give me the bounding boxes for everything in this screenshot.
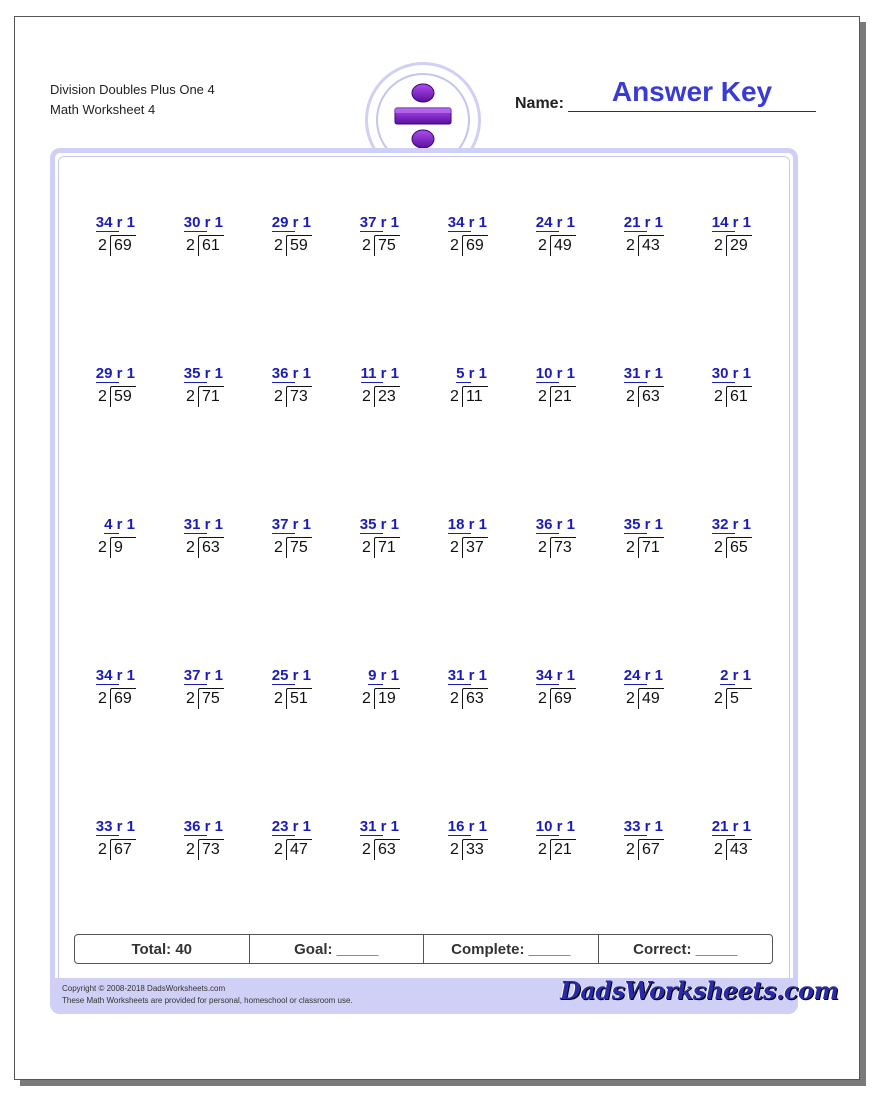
division-problem [95, 365, 170, 411]
answer-key-text: Answer Key [611, 76, 773, 107]
dividend: 75 [378, 237, 396, 254]
quotient-answer: 36 r 1 [271, 365, 311, 382]
quotient-answer: 34 r 1 [447, 214, 487, 231]
quotient-answer: 25 r 1 [271, 667, 311, 684]
divisor: 2 [98, 841, 107, 858]
division-problem [447, 516, 522, 562]
dividend: 63 [202, 539, 220, 556]
quotient-answer: 37 r 1 [183, 667, 223, 684]
quotient-answer: 24 r 1 [535, 214, 575, 231]
division-problem [535, 818, 610, 864]
divisor: 2 [450, 539, 459, 556]
quotient-underline [184, 382, 207, 383]
divisor: 2 [186, 690, 195, 707]
quotient-underline [104, 533, 119, 534]
division-problem [711, 214, 786, 260]
quotient-underline [184, 835, 207, 836]
division-problem [714, 667, 786, 713]
quotient-answer: 30 r 1 [183, 214, 223, 231]
division-problem [183, 818, 258, 864]
divisor: 2 [538, 237, 547, 254]
quotient-underline [96, 684, 119, 685]
division-problem [271, 667, 346, 713]
dividend: 59 [290, 237, 308, 254]
dividend: 37 [466, 539, 484, 556]
division-problem [271, 214, 346, 260]
dividend: 59 [114, 388, 132, 405]
quotient-underline [712, 382, 735, 383]
quotient-answer: 37 r 1 [359, 214, 399, 231]
divisor: 2 [714, 539, 723, 556]
divisor: 2 [362, 690, 371, 707]
division-problem [535, 667, 610, 713]
divisor: 2 [450, 388, 459, 405]
quotient-underline [536, 231, 559, 232]
quotient-underline [360, 231, 383, 232]
dividend: 47 [290, 841, 308, 858]
division-problem [271, 365, 346, 411]
quotient-underline [624, 382, 647, 383]
quotient-underline [184, 231, 207, 232]
quotient-underline [96, 382, 119, 383]
copyright-text: Copyright © 2008-2018 DadsWorksheets.com [62, 984, 226, 993]
quotient-answer: 23 r 1 [271, 818, 311, 835]
problem-frame [50, 148, 798, 1014]
dividend: 5 [730, 690, 739, 707]
divisor: 2 [450, 690, 459, 707]
divisor: 2 [626, 237, 635, 254]
quotient-underline [272, 231, 295, 232]
quotient-answer: 31 r 1 [359, 818, 399, 835]
quotient-answer: 30 r 1 [711, 365, 751, 382]
quotient-underline [456, 382, 471, 383]
division-problem [623, 365, 698, 411]
divisor: 2 [714, 388, 723, 405]
score-complete: Complete: _____ [424, 935, 599, 963]
division-problem [359, 516, 434, 562]
division-problem [447, 667, 522, 713]
division-problem [450, 365, 522, 411]
division-problem [359, 214, 434, 260]
dividend: 63 [466, 690, 484, 707]
quotient-answer: 2 r 1 [720, 667, 751, 684]
dividend: 21 [554, 841, 572, 858]
divisor: 2 [362, 841, 371, 858]
divisor: 2 [626, 841, 635, 858]
divisor: 2 [362, 539, 371, 556]
divisor: 2 [186, 237, 195, 254]
division-problem [95, 667, 170, 713]
quotient-underline [448, 835, 471, 836]
quotient-underline [368, 684, 383, 685]
quotient-underline [536, 533, 559, 534]
divisor: 2 [626, 388, 635, 405]
quotient-answer: 36 r 1 [183, 818, 223, 835]
divisor: 2 [274, 539, 283, 556]
quotient-underline [272, 533, 295, 534]
quotient-answer: 35 r 1 [623, 516, 663, 533]
divisor: 2 [362, 388, 371, 405]
quotient-underline [272, 835, 295, 836]
divisor: 2 [714, 841, 723, 858]
divisor: 2 [98, 539, 107, 556]
divisor: 2 [538, 690, 547, 707]
quotient-answer: 29 r 1 [271, 214, 311, 231]
quotient-underline [624, 533, 647, 534]
copyright-notice [62, 983, 353, 1007]
dividend: 61 [730, 388, 748, 405]
dividend: 49 [554, 237, 572, 254]
worksheet-subtitle: Math Worksheet 4 [50, 102, 156, 117]
dividend: 61 [202, 237, 220, 254]
quotient-answer: 31 r 1 [623, 365, 663, 382]
dividend: 73 [290, 388, 308, 405]
quotient-underline [712, 835, 735, 836]
dividend: 43 [730, 841, 748, 858]
dividend: 71 [202, 388, 220, 405]
divisor: 2 [538, 539, 547, 556]
divisor: 2 [98, 690, 107, 707]
divisor: 2 [186, 539, 195, 556]
divisor: 2 [186, 841, 195, 858]
quotient-underline [184, 533, 207, 534]
division-problem [535, 516, 610, 562]
divisor: 2 [274, 841, 283, 858]
dividend: 75 [202, 690, 220, 707]
divisor: 2 [714, 237, 723, 254]
division-problem [183, 516, 258, 562]
quotient-answer: 37 r 1 [271, 516, 311, 533]
division-problem [711, 365, 786, 411]
division-problem [362, 667, 434, 713]
dividend: 51 [290, 690, 308, 707]
quotient-answer: 35 r 1 [359, 516, 399, 533]
quotient-answer: 9 r 1 [368, 667, 399, 684]
division-problem [447, 214, 522, 260]
quotient-answer: 21 r 1 [623, 214, 663, 231]
quotient-underline [720, 684, 735, 685]
quotient-underline [712, 231, 735, 232]
division-problem [623, 818, 698, 864]
dividend: 9 [114, 539, 123, 556]
score-goal: Goal: _____ [250, 935, 425, 963]
dividend: 69 [114, 237, 132, 254]
quotient-answer: 34 r 1 [535, 667, 575, 684]
usage-notice: These Math Worksheets are provided for personal, homeschool or classroom use. [62, 996, 353, 1005]
quotient-answer: 31 r 1 [447, 667, 487, 684]
dividend: 69 [466, 237, 484, 254]
dividend: 73 [202, 841, 220, 858]
dividend: 43 [642, 237, 660, 254]
quotient-underline [624, 684, 647, 685]
brand-logo: DadsWorksheets.com [560, 976, 839, 1005]
division-problem [535, 214, 610, 260]
quotient-answer: 21 r 1 [711, 818, 751, 835]
dividend: 71 [378, 539, 396, 556]
division-problem [183, 214, 258, 260]
quotient-answer: 33 r 1 [623, 818, 663, 835]
divisor: 2 [274, 237, 283, 254]
name-line [568, 111, 816, 112]
quotient-answer: 32 r 1 [711, 516, 751, 533]
division-problem [623, 516, 698, 562]
quotient-underline [96, 835, 119, 836]
division-problem [98, 516, 170, 562]
name-label: Name: [515, 95, 564, 112]
dividend: 11 [466, 388, 483, 405]
quotient-answer: 10 r 1 [535, 818, 575, 835]
division-problem [711, 818, 786, 864]
divisor: 2 [450, 841, 459, 858]
quotient-answer: 29 r 1 [95, 365, 135, 382]
quotient-underline [272, 684, 295, 685]
division-problem [183, 667, 258, 713]
score-total: Total: 40 [75, 935, 250, 963]
quotient-answer: 33 r 1 [95, 818, 135, 835]
quotient-underline [712, 533, 735, 534]
division-problem [535, 365, 610, 411]
quotient-underline [624, 835, 647, 836]
division-problem [95, 818, 170, 864]
dividend: 63 [378, 841, 396, 858]
dividend: 67 [114, 841, 132, 858]
quotient-underline [536, 684, 559, 685]
divisor: 2 [714, 690, 723, 707]
division-problem [271, 516, 346, 562]
quotient-underline [96, 231, 119, 232]
divisor: 2 [450, 237, 459, 254]
divisor: 2 [186, 388, 195, 405]
quotient-underline [448, 533, 471, 534]
dividend: 21 [554, 388, 572, 405]
division-problem [711, 516, 786, 562]
division-problem [362, 365, 434, 411]
quotient-answer: 36 r 1 [535, 516, 575, 533]
dividend: 69 [554, 690, 572, 707]
division-problem [95, 214, 170, 260]
division-problem [183, 365, 258, 411]
quotient-underline [360, 835, 383, 836]
quotient-underline [272, 382, 295, 383]
dividend: 75 [290, 539, 308, 556]
divisor: 2 [274, 690, 283, 707]
division-problem [359, 818, 434, 864]
quotient-answer: 16 r 1 [447, 818, 487, 835]
divisor: 2 [538, 841, 547, 858]
division-problem [623, 214, 698, 260]
division-problem [623, 667, 698, 713]
quotient-underline [360, 533, 383, 534]
score-correct: Correct: _____ [633, 940, 738, 958]
dividend: 19 [378, 690, 396, 707]
quotient-answer: 31 r 1 [183, 516, 223, 533]
quotient-answer: 34 r 1 [95, 214, 135, 231]
quotient-answer: 10 r 1 [535, 365, 575, 382]
divisor: 2 [626, 690, 635, 707]
dividend: 63 [642, 388, 660, 405]
quotient-answer: 34 r 1 [95, 667, 135, 684]
dividend: 29 [730, 237, 748, 254]
dividend: 65 [730, 539, 748, 556]
quotient-answer: 24 r 1 [623, 667, 663, 684]
divisor: 2 [274, 388, 283, 405]
worksheet-header [50, 80, 215, 120]
quotient-underline [536, 835, 559, 836]
divisor: 2 [362, 237, 371, 254]
quotient-answer: 35 r 1 [183, 365, 223, 382]
quotient-answer: 4 r 1 [104, 516, 135, 533]
quotient-underline [536, 382, 559, 383]
quotient-underline [184, 684, 207, 685]
divisor: 2 [98, 388, 107, 405]
quotient-answer: 14 r 1 [711, 214, 751, 231]
score-table [74, 934, 773, 964]
quotient-underline [361, 382, 383, 383]
dividend: 33 [466, 841, 484, 858]
quotient-underline [448, 231, 471, 232]
quotient-answer: 5 r 1 [456, 365, 487, 382]
dividend: 49 [642, 690, 660, 707]
dividend: 73 [554, 539, 572, 556]
dividend: 67 [642, 841, 660, 858]
quotient-answer: 11 r 1 [360, 365, 399, 382]
worksheet-title: Division Doubles Plus One 4 [50, 82, 215, 97]
dividend: 71 [642, 539, 660, 556]
divisor: 2 [626, 539, 635, 556]
dividend: 23 [378, 388, 396, 405]
quotient-answer: 18 r 1 [447, 516, 487, 533]
divisor: 2 [98, 237, 107, 254]
division-problem [271, 818, 346, 864]
division-problem [447, 818, 522, 864]
quotient-underline [448, 684, 471, 685]
quotient-underline [624, 231, 647, 232]
dividend: 69 [114, 690, 132, 707]
divisor: 2 [538, 388, 547, 405]
